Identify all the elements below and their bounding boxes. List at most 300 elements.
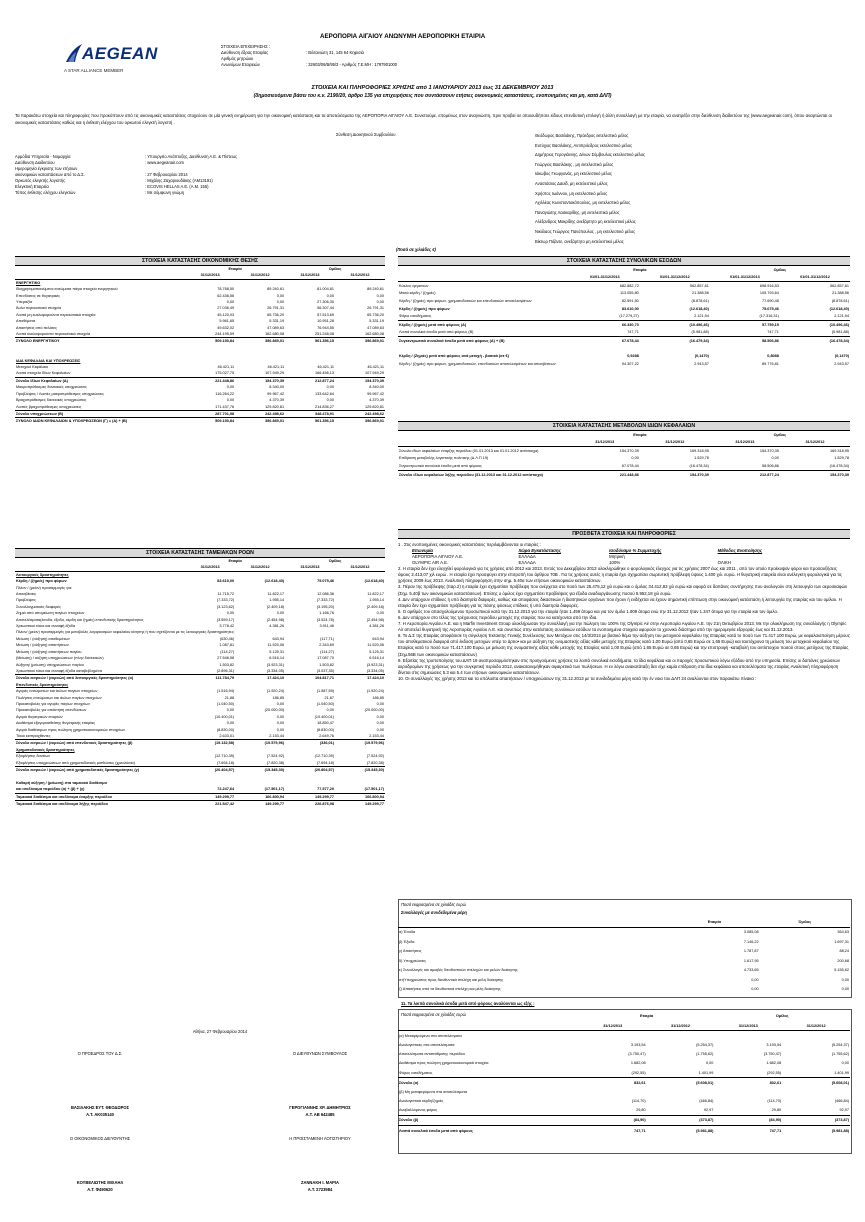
row-value: 2.121,94 — [694, 314, 709, 319]
row-value: 29,80 — [636, 1108, 646, 1113]
row-value: 116.264,22 — [215, 391, 235, 396]
intro-text: Τα παρακάτω στοιχεία και πληροφορίες που προκύπτουν από τις οικονομικές καταστάσεις στοχεύουν σε μία γενική ενημέρωση για την οικονομική κατάσταση και τα αποτελέσματα της ΑΕΡΟΠΟΡΙΑ ΑΙΓΑΙΟΥ Α.Ε. Συνιστούμε, επομένως στον αναγνώστη, πριν προβεί σε οποιουδήποτε είδους επενδυτική επιλογή ή άλλη συναλλαγή με την εταιρία, να ανατρέξει στην διεύθυνση διαδικτύου της (www.aegeanair.com), όπου αναρτώνται οι οικονομικές καταστάσεις καθώς και η έκθεση ελέγχου του ορκωτού ελεγκτή λογιστή . — [15, 113, 832, 125]
row-value: 200,68 — [837, 958, 849, 963]
info-value: : ECOVIS HELLAS A.E. (A.M. 155) — [145, 184, 209, 189]
row-label: Υπεραξία — [16, 300, 32, 305]
row-label: Αγορά διαθέσιμων προς πώληση χρηματοοικονομικών στοιχείων — [16, 727, 125, 732]
table-row — [15, 733, 385, 740]
table-row — [398, 1088, 850, 1097]
row-value: (19.579,96) — [235, 740, 285, 747]
note-paragraph: 2. Η εταιρία δεν έχει ελεγχθεί φορολογικά για τις χρήσεις από 2012 και 2013. Εντός του Δεκεμβρίου 2013 ολοκληρώθηκε ο φορολογικός έλεγχος για τις χρήσεις 2007 έως και 2011 , από τον οποίο προέκυψαν φόροι και προσαυξήσεις ύψους 2.413,07 χιλ ευρώ . Η εταιρία έχει προσφύγει στην επιτροπή του άρθρου 70Β . Για τις χρήσεις αυτές η εταιρία έχει σχηματίσει σωρευτική πρόβλεψη ύψους 1.400 χιλ. ευρώ. Η θυγατρική εταιρεία είναι ανέλεγκτη φορολογικά για τις χρήσεις 2009 έως 2013. Αναλυτική πληροφόρηση στην σημ. 5.40α των ετήσιων οικονομικών καταστάσεων. — [398, 566, 842, 584]
row-value: 244.195,59 — [215, 332, 235, 337]
table-row — [15, 793, 385, 800]
row-value: 1.955,14 — [369, 598, 384, 603]
column-header-row — [398, 1021, 850, 1031]
note-1: 1 . Στις ενοποιημένες οικονομικές καταστάσεις περιλαμβάνονται οι εταιρίες : — [398, 542, 542, 547]
row-value: (3.334,05) — [266, 668, 285, 673]
row-value: (10.496,46) — [640, 321, 710, 329]
row-label: Συγκεντρωτικά συνολικά έσοδα μετά από φόρους (Α) + (Β) — [398, 337, 570, 345]
row-value: 0,00 — [226, 385, 235, 390]
row-value: 77.690,48 — [762, 298, 779, 303]
row-value: (19.132,58) — [185, 740, 235, 747]
row-value: (12.710,39) — [214, 754, 235, 759]
row-value: 396.869,01 — [335, 338, 385, 345]
row-value: 62.436,56 — [217, 293, 235, 298]
row-label: ζ) Απαιτήσεις από τα διευθυντικά στελέχη και μέλη διοίκησης — [399, 987, 501, 992]
oci-unit: Ποσά εκφρασμένα σε χιλιάδες ευρώ — [401, 1012, 466, 1017]
row-value: 3.085,08 — [743, 930, 759, 935]
signature-accounting-role: Η ΠΡΟΙΣΤΑΜΕΝΗ ΛΟΓΙΣΤΗΡΙΟΥ — [289, 1136, 351, 1141]
note-paragraph: 4. Δεν υπάρχουν επίδικες ή υπό διαιτησία διαφορές, καθώς και αποφάσεις δικαστικών ή διαιτητικών οργάνων που έχουν ή ενδέχεται να έχουν σημαντική επίπτωση στην οικονομική κατάσταση ή λειτουργία της εταιρίας και του ομίλου. Η εταιρία δεν έχει σχηματίσει πρόβλεψη για τις πάσης φύσεως επίδικες ή υπό διαιτησία διαφορές. — [398, 596, 842, 608]
row-value: (2.409,18) — [266, 604, 285, 609]
row-value: 747,71 — [627, 330, 639, 335]
row-value: 251.248,08 — [315, 332, 335, 337]
row-label: Λοιπά κυκλοφορούντα περιουσιακά στοιχεία — [16, 332, 91, 337]
row-label: Φόροι εισοδήματος — [399, 314, 432, 319]
row-label: Λοιπά συνολικά έσοδα μετά από φόρους (Β) — [399, 330, 474, 335]
row-value: 1.529,78 — [694, 456, 709, 461]
row-label: Προκαταβολές για αγορές παγίων στοιχείων — [16, 701, 90, 706]
row-value — [780, 345, 850, 353]
row-value: (8.878,61) — [691, 298, 709, 303]
row-label: (α) Μεταφερόμενα στα αποτελέσματα — [399, 1033, 462, 1038]
row-label: Σύνολο εισροών / (εκροών) από χρηματοδοτικές δραστηριότητες (γ) — [15, 767, 185, 774]
row-value: (466,84) — [834, 1099, 849, 1104]
info-label: Τύπος έκθεσης ελέγχου ελεγκτών — [15, 190, 76, 195]
table-row — [15, 800, 385, 807]
info-label: Διεύθυνση έδρας Εταιρίας — [221, 50, 269, 55]
row-value: 221.448,86 — [570, 470, 640, 478]
row-value: 46.421,11 — [267, 365, 285, 370]
row-value: 83.610,00 — [621, 306, 639, 311]
row-label: Κύκλος εργασιών — [399, 283, 429, 288]
blank-cell — [398, 266, 570, 274]
row-value: 0,00 — [226, 708, 235, 713]
row-value: 0,00 — [841, 987, 849, 992]
row-value: (15.345,30) — [235, 767, 285, 774]
row-value: 8.340,00 — [369, 385, 384, 390]
row-label: Αναβαλλόμενος φόρος — [399, 1108, 438, 1113]
row-value: (84,90) — [579, 1116, 647, 1126]
row-value: 4.370,39 — [369, 398, 384, 403]
row-label: Εξοφλήσεις δανείων — [16, 754, 51, 759]
table-row — [398, 927, 850, 937]
row-value: 4.370,39 — [269, 398, 285, 403]
row-value: 66.330,73 — [570, 321, 640, 329]
row-value: (12.618,40) — [364, 579, 384, 584]
row-value: 364,63 — [837, 930, 849, 935]
row-value: 27.036,49 — [217, 306, 235, 311]
row-value: 57.513,69 — [317, 312, 335, 317]
row-value: 1.955,14 — [269, 598, 285, 603]
column-header: 31/12/2012 — [780, 439, 850, 447]
oci-title: 11. Τα λοιπά συνολικά έσοδα μετά από φόρους αναλύονται ως εξής : — [401, 1001, 535, 1006]
row-value: 17.424,10 — [235, 675, 285, 682]
row-value: 46.421,11 — [367, 365, 384, 370]
row-label: Προβλέψεις / Λοιπές μακροπρόθεσμες υποχρεώσεις — [16, 391, 104, 396]
row-value: (1.755,62) — [831, 1052, 849, 1057]
row-value: 175.027,75 — [215, 371, 235, 376]
row-label: Μακροπρόθεσμες δανειακές υποχρεώσεις — [16, 385, 87, 390]
row-label: Συγκεντρωτικά συνολικά έσοδα μετά από φόρους — [399, 463, 482, 468]
column-header: 01/01-31/12/2013 — [710, 274, 780, 282]
row-value: (114,27) — [220, 649, 235, 654]
consolidated-group-header: Ομίλος — [773, 432, 787, 437]
table-row — [398, 1059, 850, 1068]
row-label: Άυλα περιουσιακά στοιχεία — [16, 306, 62, 311]
row-value: 113.055,80 — [620, 291, 639, 296]
row-value — [714, 1088, 782, 1097]
row-value: 0,00 — [326, 293, 335, 298]
row-value: (7.333,72) — [316, 598, 335, 603]
row-value: (12.618,40) — [829, 306, 849, 311]
consolidated-group-header: Ομίλος — [328, 267, 342, 271]
oci-table — [398, 1012, 850, 1135]
blank-cell — [398, 439, 570, 447]
row-value: (3.750,47) — [628, 1052, 646, 1057]
row-label: Αποσβέσεις — [16, 592, 37, 597]
row-label: Καθαρή αύξηση / (μείωση) στα ταμειακά διαθέσιμα — [16, 780, 107, 785]
row-value: (3.334,05) — [366, 668, 384, 673]
blank-cell — [398, 1012, 579, 1021]
row-value: 698.916,53 — [759, 283, 779, 288]
row-value: 212.877,24 — [285, 377, 335, 384]
row-value: (10.496,46) — [780, 321, 850, 329]
signature-president-role: Ο ΠΡΟΕΔΡΟΣ ΤΟΥ Δ.Σ. — [77, 1051, 123, 1056]
row-value: 396.869,01 — [235, 418, 285, 425]
row-value: (373,87) — [647, 1116, 715, 1126]
row-value: 10.951,28 — [317, 319, 335, 324]
row-value: 154.370,39 — [619, 448, 639, 453]
subsidiaries-head-cell: Ισοδύναμο % Συμμετοχής — [609, 548, 662, 554]
row-value: 5.155,62 — [834, 968, 849, 973]
row-label: Αποτελέσματα αντιστάθμισης περιόδου — [399, 1052, 465, 1057]
row-value: 1.166,76 — [319, 611, 335, 616]
company-group-header: Εταιρία — [228, 267, 242, 271]
info-value: : Βιλτανιώτη 31, 145 64 Κηφισιά — [306, 50, 364, 55]
row-value: 643,94 — [372, 636, 384, 641]
statement-title: ΣΤΟΙΧΕΙΑ ΚΑΙ ΠΛΗΡΟΦΟΡΙΕΣ ΧΡΗΣΗΣ από 1 ΙΑΝΟΥΑΡΙΟΥ 2013 έως 31 ΔΕΚΕΜΒΡΙΟΥ 2013 — [311, 85, 554, 91]
row-value: (7.694,18) — [216, 760, 235, 765]
row-value: (292,55) — [631, 1070, 646, 1075]
row-label: Λειτουργικές δραστηριότητες — [16, 572, 69, 577]
company-group-header: Εταιρία — [633, 267, 647, 272]
row-label: Ταμειακά διαθέσιμα και ισοδύναμα λήξης περιόδου — [15, 800, 185, 807]
row-value: 107.949,29 — [364, 371, 384, 376]
row-value: 76.944,55 — [317, 325, 335, 330]
row-label: Αύξηση/ (μείωση) υποχρεώσεων παγίου — [16, 662, 84, 667]
table-row — [398, 321, 850, 329]
row-label: (β) Μη μεταφερόμενα στα αποτελέσματα — [399, 1089, 468, 1094]
row-value — [579, 1088, 647, 1097]
row-value: 562.857,61 — [829, 283, 849, 288]
row-value: (12.618,40) — [689, 306, 709, 311]
row-value: 6.516,14 — [369, 656, 384, 661]
board-title: Σύνθεση Διοικητικού Συμβουλίου — [336, 132, 396, 137]
row-value: (1.920,24) — [266, 689, 285, 694]
row-value: 82.591,50 — [621, 298, 639, 303]
row-value: 1.697,31 — [834, 939, 849, 944]
column-header-row — [15, 272, 385, 279]
row-value: 47.089,63 — [367, 325, 384, 330]
row-value: 8.340,00 — [269, 385, 285, 390]
row-value — [782, 1031, 850, 1041]
row-value — [647, 1031, 715, 1041]
board-member: Ευτύχιος Βασιλάκης, Αντιπρόεδρος εκτελεστικό μέλος — [535, 142, 633, 148]
table-row — [398, 447, 850, 455]
table-row — [398, 360, 850, 368]
row-value: 4.381,26 — [269, 624, 285, 629]
subsidiary-cell: 100% — [609, 560, 621, 566]
subsidiaries-head-cell: Επωνυμία — [412, 548, 433, 554]
row-label: ΣΥΝΟΛΟ ΙΔΙΩΝ ΚΕΦΑΛΑΙΩΝ & ΥΠΟΧΡΕΩΣΕΩΝ (Γ) = (Α) + (Β) — [15, 418, 185, 425]
row-value: (17.501,17) — [264, 787, 285, 792]
row-value: 348.478,91 — [285, 410, 335, 417]
row-value: 561.356,15 — [285, 418, 335, 425]
signature-president-name: ΒΑΣΙΛΑΚΗΣ ΕΥΤ. ΘΕΟΔΩΡΟΣ — [70, 1105, 130, 1110]
cash-flow-table — [15, 558, 385, 807]
row-value: (3.037,35) — [316, 668, 335, 673]
row-value — [714, 1031, 782, 1041]
table-row — [398, 1041, 850, 1050]
row-value: 2.343,69 — [319, 643, 335, 648]
row-value: 18.850,47 — [317, 721, 335, 726]
row-value: (5.254,37) — [831, 1042, 849, 1047]
row-value: 11.715,72 — [217, 592, 235, 597]
column-header: Όμιλος — [760, 917, 850, 927]
row-value: (17.279,27) — [619, 314, 639, 319]
table-row — [15, 571, 385, 578]
row-value: 0,00 — [226, 398, 235, 403]
row-label: Επενδύσεις σε θυγατρικές — [16, 293, 60, 298]
row-value: 3.193,54 — [766, 1042, 782, 1047]
row-value: (2.454,98) — [266, 617, 285, 622]
row-value: 104.817,71 — [285, 675, 335, 682]
row-value: (5.608,01) — [782, 1078, 850, 1088]
row-label: Αναλογιστικές στα αποτελέσματα — [399, 1042, 455, 1047]
info-value: : 27 Φεβρουαρίου 2014 — [145, 172, 188, 177]
row-value: (114,27) — [320, 649, 335, 654]
row-value: 396.869,01 — [335, 418, 385, 425]
row-value: (373,87) — [782, 1116, 850, 1126]
table-row — [398, 1097, 850, 1106]
row-value: 17.424,10 — [335, 675, 385, 682]
row-value: (114,70) — [767, 1099, 782, 1104]
row-value: 154.370,39 — [235, 377, 285, 384]
row-value: 0,00 — [276, 611, 285, 616]
column-header-row — [15, 564, 385, 571]
column-header: 31/12/2012 — [335, 272, 385, 279]
row-value: 2.153,44 — [269, 733, 285, 738]
row-value: 2.153,44 — [369, 733, 384, 738]
row-value: 154.370,39 — [759, 448, 779, 453]
row-value: 747,71 — [714, 1126, 782, 1136]
row-value: 6.516,14 — [269, 656, 285, 661]
row-label: Βραχυπρόθεσμες δανειακές υποχρεώσεις — [16, 398, 87, 403]
row-value: 561.356,15 — [285, 338, 335, 345]
row-value: 0,00 — [226, 300, 235, 305]
row-value: 21,87 — [324, 695, 335, 700]
company-group-header: Εταιρία — [228, 559, 242, 563]
row-value: 5.125,31 — [269, 649, 285, 654]
row-label: και ισοδύναμα περιόδου (α) + (β) + (γ) — [16, 787, 85, 792]
row-value: 221.547,42 — [185, 800, 235, 807]
signature-ceo-id: Α.Τ. ΑΒ 642485 — [305, 1112, 335, 1117]
row-label: α) Έσοδα — [399, 930, 416, 935]
table-row — [398, 1116, 850, 1126]
table-row — [398, 1050, 850, 1059]
row-value: 0,00 — [751, 977, 759, 982]
row-value: 2.943,57 — [694, 361, 709, 366]
row-label: Σύνολο (β) — [398, 1116, 579, 1126]
signature-cfo-name: ΚΟΥΒΕΛΙΩΤΗΣ ΜΙΧΑΗΛ — [76, 1180, 124, 1185]
blank-cell — [398, 274, 570, 282]
row-value: 221.448,86 — [185, 377, 235, 384]
row-label: Σύνολο υποχρεώσεων (Β) — [15, 410, 185, 417]
row-value: 1.503,82 — [219, 662, 235, 667]
row-value: (10.400,01) — [314, 714, 335, 719]
aegean-bird-icon — [64, 42, 84, 64]
row-value: 242.498,62 — [335, 410, 385, 417]
table-row — [398, 297, 850, 305]
info-row — [221, 62, 521, 68]
row-label: Σύνολο (α) — [398, 1078, 579, 1088]
row-label: Ταμειακά διαθέσιμα και ισοδύναμα έναρξης περιόδου — [15, 793, 185, 800]
row-value: (3.923,31) — [266, 662, 285, 667]
row-value: 0,00 — [276, 300, 285, 305]
row-label: Κέρδη / (ζημιές) προ φόρων, χρηματοδοτικών και επενδυτικών αποτελεσμάτων — [399, 298, 532, 303]
note-paragraph: 5. Ο αριθμός του απασχολούμενου προσωπικού κατά την 31.12.2013 για την εταιρία ήταν 1.459 άτομα και για τον όμιλο 1.909 άτομα ενώ την 31.12.2012 ήταν 1.347 άτομα για την εταιρία και τον όμιλο. — [398, 608, 779, 614]
row-value: 11.520,06 — [267, 643, 285, 648]
row-label: Επίδραση μεταβολής λογιστικής πολιτικής (Δ.Λ.Π 19) — [399, 456, 489, 461]
row-value: 46.421,11 — [217, 365, 235, 370]
table-row — [15, 760, 385, 767]
row-value: (466,84) — [699, 1099, 714, 1104]
row-label: Απαιτήσεις από πελάτες — [16, 325, 57, 330]
info-label: Αρμόδια Υπηρεσία - Νομαρχία — [15, 154, 71, 159]
row-value: 169.318,95 — [689, 448, 709, 453]
row-value: 0,00 — [706, 1061, 714, 1066]
related-party-unit: Ποσά εκφρασμένα σε χιλιάδες ευρώ — [401, 902, 466, 907]
column-header: 31/12/2013 — [714, 1021, 782, 1031]
row-label: στ)Υποχρεώσεις προς διευθυντικά στελέχη και μέλη διοίκησης — [399, 977, 504, 982]
table-row — [398, 345, 850, 353]
row-value: 58.506,86 — [762, 463, 779, 468]
row-label: Λοιπά συνολικά έσοδα μετά από φόρους — [398, 1126, 579, 1136]
table-row — [398, 937, 850, 947]
row-label: Αγορά θυγατρικών εταιριών — [16, 714, 63, 719]
group-header-row — [398, 266, 850, 274]
row-value — [782, 1088, 850, 1097]
column-header: 31/12/2012 — [235, 272, 285, 279]
info-label: Αριθμός μητρώου — [221, 56, 254, 61]
row-value: 1.503,82 — [319, 662, 335, 667]
row-value: 5.331,19 — [369, 319, 384, 324]
row-value: (16.478,34) — [689, 463, 709, 468]
row-value: 75.075,46 — [317, 579, 335, 584]
column-header: 01/01-31/12/2012 — [780, 274, 850, 282]
subsidiaries-head-cell: Μέθοδος Ενοποίησης — [717, 548, 763, 554]
row-label: Μικτά κέρδη / (ζημιές) — [399, 291, 436, 296]
table-row — [398, 313, 850, 321]
board-member: Δημήτριος Γερογιάννης, Δ/νων Σύμβουλος εκτελεστικό μέλος — [535, 152, 646, 158]
row-value: 747,71 — [579, 1126, 647, 1136]
info-label: Ελεγκτική Εταιρεία — [15, 184, 49, 189]
table-row — [398, 305, 850, 313]
row-value: 396.869,01 — [235, 338, 285, 345]
row-label: Κέρδη / (ζημιές) προ φόρων — [399, 306, 450, 311]
row-value — [647, 1088, 715, 1097]
row-value: (8.830,00) — [316, 727, 335, 732]
balance-sheet-title: ΣΤΟΙΧΕΙΑ ΚΑΤΑΣΤΑΣΗΣ ΟΙΚΟΝΟΜΙΚΗΣ ΘΕΣΗΣ — [15, 256, 385, 266]
table-row — [398, 1126, 850, 1136]
row-value: 72.247,64 — [217, 787, 235, 792]
subsidiary-cell: ΕΛΛΑΔΑ — [518, 554, 536, 560]
row-value: 67.078,44 — [570, 337, 640, 345]
table-row — [15, 279, 385, 286]
row-value: (20.404,57) — [185, 767, 235, 774]
row-value: 1.401,99 — [698, 1070, 714, 1075]
row-label: ΕΝΕΡΓΗΤΙΚΟ — [16, 280, 41, 285]
row-value: 21.388,56 — [691, 291, 709, 296]
info-value: : 32603/06/Β/95/3 - Αριθμός Γ.Ε.ΜΗ : 1797901000 — [306, 62, 398, 67]
table-row — [398, 282, 850, 290]
row-label: Πλέον/ (μείον) προσαρμογές για μεταβολές λογαριασμών κεφαλαίου κίνησης ή που σχετίζονται με τις λειτουργικές δραστηριότητες: — [16, 630, 235, 635]
row-value: 3.193,54 — [630, 1042, 646, 1047]
row-label: Κέρδη / (ζημιές) μετά από φόρους (Α) — [398, 321, 570, 329]
row-value: 149.299,77 — [185, 793, 235, 800]
row-value: 242.498,62 — [235, 410, 285, 417]
info-label: ΣΤΟΙΧΕΙΑ ΕΠΙΧΕΙΡΗΣΗΣ : — [221, 44, 270, 49]
column-header: 01/01-31/12/2013 — [570, 274, 640, 282]
row-value: 89.240,61 — [367, 287, 384, 292]
row-label: Αναλογιστικά κέρδη/ζημιές — [399, 1099, 444, 1104]
company-group-header: Εταιρία — [633, 432, 647, 437]
row-value: 92,97 — [839, 1108, 849, 1113]
row-value: (84,90) — [714, 1116, 782, 1126]
row-value: 226.876,98 — [285, 800, 335, 807]
subsidiaries-table — [408, 548, 808, 566]
row-value: (20.000,00) — [364, 708, 384, 713]
row-label: Μείωση / (αύξηση) αποθεμάτων — [16, 636, 70, 641]
row-value: 94.307,22 — [621, 361, 639, 366]
place-date: Αθήνα, 27 Φεβρουαρίου 2014 — [192, 1029, 248, 1034]
related-party-table — [398, 917, 850, 994]
column-header: 31/12/2013 — [285, 272, 335, 279]
row-label: ΙΔΙΑ ΚΕΦΑΛΑΙΑ ΚΑΙ ΥΠΟΧΡΕΩΣΕΙΣ — [16, 358, 81, 363]
table-row — [398, 290, 850, 298]
row-label: Λοιπά στοιχεία Ιδίων Κεφαλαίων — [16, 371, 71, 376]
row-value: 0,00 — [276, 701, 285, 706]
row-value: 67.078,44 — [621, 463, 639, 468]
row-label: Κέρδη / (Ζημιές) μετά από φόρους ανά μετοχή - βασικά (σε €) — [399, 354, 509, 359]
row-value: 149.299,77 — [335, 800, 385, 807]
row-label: Προκαταβολές για απόκτηση επενδύσεων — [16, 708, 87, 713]
row-value: 105.793,64 — [759, 291, 779, 296]
info-label: Ημερομηνία έγκρισης των ετήσιων — [15, 166, 78, 171]
row-value: (8.830,00) — [216, 727, 235, 732]
info-label: οικονομικών καταστάσεων από το Δ.Σ. — [15, 172, 85, 177]
row-value: 11.822,17 — [267, 592, 285, 597]
row-value: (7.820,38) — [366, 760, 384, 765]
signature-cfo-id: Α.Τ. Φ490620 — [87, 1187, 113, 1192]
row-value: 162.680,08 — [364, 332, 384, 337]
note-paragraph: 7. Η Αεροπορία Αιγαίου Α.Ε. και η Marfin Investment Group ολοκλήρωσαν την συναλλαγή για την πώληση του 100% της Olympic Air στην Αεροπορία Αιγαίου Α.Ε. την 21η Οκτωβρίου 2013. Με την ολοκλήρωση της συναλλαγής η Olympic Air αποτελεί θυγατρική της Αεροπορίας Αιγαίου Α.Ε. και συνεπώς στην κατάσταση συνολικών εσόδων τα ενοποιημένα στοιχεία αφορούν το χρονικό διάστημα από την ημερομηνία εξαγοράς έως και 31.12.2013. — [398, 621, 847, 633]
board-member: Βίκτωρ Πιζάντε, ανεξάρτητο μη εκτελεστικό μέλος — [535, 238, 624, 244]
signature-ceo-role: Ο ΔΙΕΥΘΥΝΩΝ ΣΥΜΒΟΥΛΟΣ — [292, 1051, 348, 1056]
row-value: 3.911,46 — [319, 624, 335, 629]
table-row — [398, 353, 850, 361]
